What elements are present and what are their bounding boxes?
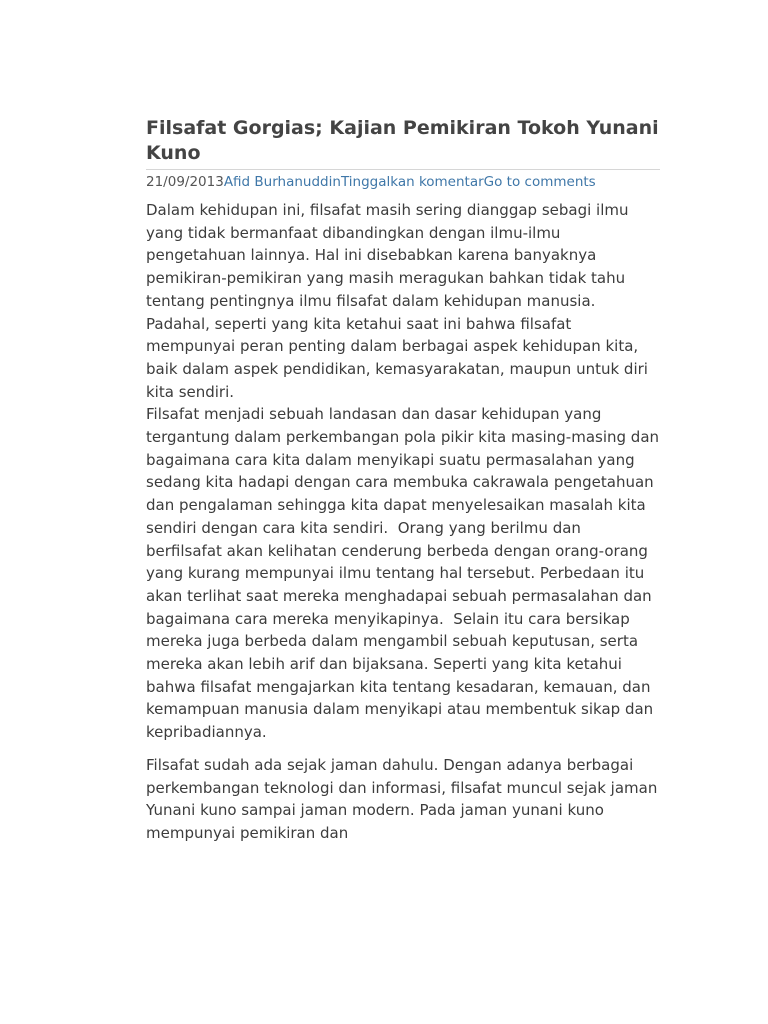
- go-to-comments-link[interactable]: Go to comments: [483, 174, 596, 190]
- post-date: 21/09/2013: [146, 174, 224, 190]
- leave-comment-link[interactable]: Tinggalkan komentar: [340, 174, 484, 190]
- paragraph-3: Filsafat sudah ada sejak jaman dahulu. Dengan adanya berbagai perkembangan teknologi dan informasi, filsafat muncul sejak jaman Yunani kuno sampai jaman modern. Pada jaman yunani kuno mempunyai pemikiran dan: [146, 755, 663, 842]
- paragraph-1: Dalam kehidupan ini, filsafat masih sering dianggap sebagi ilmu yang tidak bermanfaat dibandingkan dengan ilmu-ilmu pengetahuan lainnya. Hal ini disebabkan karena banyaknya pemikiran-pemikiran yang masih meragukan bahkan tidak tahu tentang pentingnya ilmu filsafat dalam kehidupan manusia. Padahal, seperti yang kita ketahui saat ini bahwa filsafat mempunyai peran penting dalam berbagai aspek kehidupan kita, baik dalam aspek pendidikan, kemasyarakatan, maupun untuk diri kita sendiri.: [146, 201, 653, 401]
- paragraph-2: Filsafat menjadi sebuah landasan dan dasar kehidupan yang tergantung dalam perkembangan pola pikir kita masing-masing dan bagaimana cara kita dalam menyikapi suatu permasalahan yang sedang kita hadapi dengan cara membuka cakrawala pengetahuan dan pengalaman sehingga kita dapat menyelesaikan masalah kita sendiri dengan cara kita sendiri. Orang yang berilmu dan berfilsafat akan kelihatan cenderung berbeda dengan orang-orang yang kurang mempunyai ilmu tentang hal tersebut. Perbedaan itu akan terlihat saat mereka menghadapai sebuah permasalahan dan bagaimana cara mereka menyikapinya. Selain itu cara bersikap mereka juga berbeda dalam mengambil sebuah keputusan, serta mereka akan lebih arif dan bijaksana. Seperti yang kita ketahui bahwa filsafat mengajarkan kita tentang kesadaran, kemauan, dan kemampuan manusia dalam menyikapi atau membentuk sikap dan kepribadiannya.: [146, 405, 664, 742]
- author-link[interactable]: Afid Burhanuddin: [223, 174, 341, 190]
- post-meta: [146, 173, 660, 191]
- article-title: Filsafat Gorgias; Kajian Pemikiran Tokoh Yunani Kuno: [146, 116, 660, 170]
- article-body: [146, 199, 664, 845]
- article: [146, 116, 664, 845]
